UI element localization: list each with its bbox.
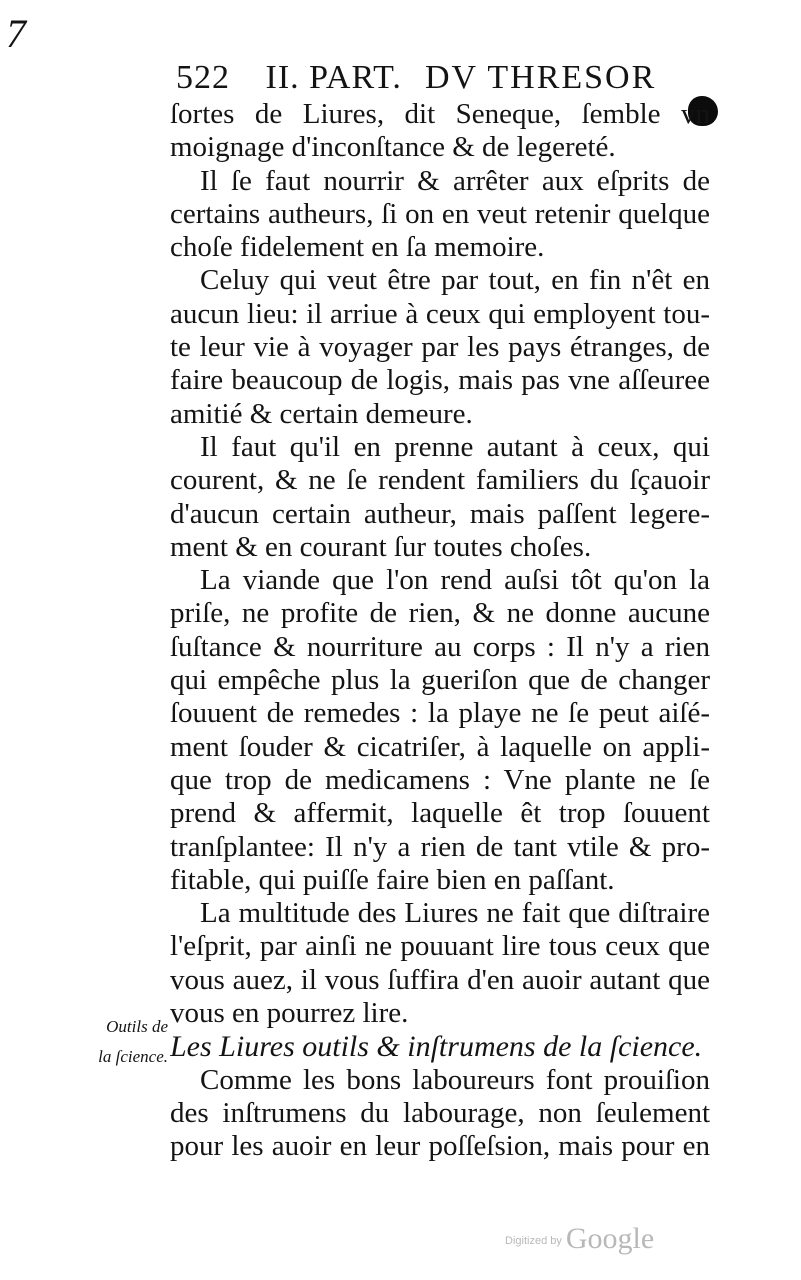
text-line: Il ſe faut nourrir & arrêter aux eſprits de: [200, 164, 710, 197]
text-line: pour les auoir en leur poſſeſsion, mais pour en: [170, 1130, 710, 1163]
text-line: amitié & certain demeure.: [170, 397, 473, 430]
text-line: fitable, qui puiſſe faire bien en paſſant.: [170, 863, 615, 896]
running-head: [176, 58, 657, 98]
text-line: faire beaucoup de logis, mais pas vne aſſeuree: [170, 364, 710, 397]
text-line: La multitude des Liures ne fait que diſtraire: [200, 897, 710, 930]
text-line: ſortes de Liures, dit Seneque, ſemble vn: [170, 98, 710, 130]
text-line: Celuy qui veut être par tout, en fin n'êt en: [200, 264, 710, 297]
text-line: vous en pourrez lire.: [170, 997, 409, 1030]
text-line: aucun lieu: il arriue à ceux qui employent tou-: [170, 297, 710, 330]
sidenote-line: la ſcience.: [98, 1047, 168, 1066]
text-line: La viande que l'on rend auſsi tôt qu'on la: [200, 564, 710, 597]
text-line: ment ſouder & cicatriſer, à laquelle on appli-: [170, 730, 710, 763]
body-text: [170, 98, 710, 1164]
text-line: courent, & ne ſe rendent familiers du ſçauoir: [170, 464, 710, 497]
text-line: te leur vie à voyager par les pays étranges, de: [170, 331, 710, 364]
digitization-watermark: [505, 1222, 654, 1256]
text-line: qui empêche plus la gueriſon que de changer: [170, 664, 710, 697]
watermark-prefix: Digitized by: [505, 1235, 562, 1247]
text-line: vous auez, il vous ſuffira d'en auoir autant que: [170, 963, 710, 996]
text-line: ſuſtance & nourriture au corps : Il n'y a rien: [170, 630, 710, 663]
text-line: ſouuent de remedes : la playe ne ſe peut aiſé-: [170, 697, 710, 730]
text-line: d'aucun certain autheur, mais paſſent legere-: [170, 497, 710, 530]
running-head-part: II. PART.: [265, 59, 402, 96]
text-line: moignage d'inconſtance & de legereté.: [170, 131, 616, 164]
sidenote-line: Outils de: [106, 1017, 168, 1036]
text-line: ment & en courant ſur toutes choſes.: [170, 530, 592, 563]
text-line: Il faut qu'il en prenne autant à ceux, qui: [200, 430, 710, 463]
text-line: Comme les bons laboureurs font prouiſion: [200, 1063, 710, 1096]
text-line: l'eſprit, par ainſi ne pouuant lire tous ceux que: [170, 930, 710, 963]
text-line: priſe, ne profite de rien, & ne donne aucune: [170, 597, 710, 630]
margin-sidenote: [76, 1012, 168, 1072]
section-heading: Les Liures outils & inſtrumens de la ſcience.: [170, 1030, 703, 1064]
watermark-brand: Google: [565, 1222, 655, 1255]
running-head-title: DV THRESOR: [425, 59, 657, 96]
text-line: que trop de medicamens : Vne plante ne ſe: [170, 763, 710, 796]
page-number: 522: [176, 59, 230, 96]
text-line: tranſplantee: Il n'y a rien de tant vtile & pro-: [170, 830, 710, 863]
text-line: choſe fidelement en ſa memoire.: [170, 231, 545, 264]
text-line: certains autheurs, ſi on en veut retenir quelque: [170, 197, 710, 230]
text-line: prend & affermit, laquelle êt trop ſouuent: [170, 797, 710, 830]
text-line: des inſtrumens du labourage, non ſeulement: [170, 1096, 710, 1129]
margin-mark: 7: [6, 11, 26, 56]
